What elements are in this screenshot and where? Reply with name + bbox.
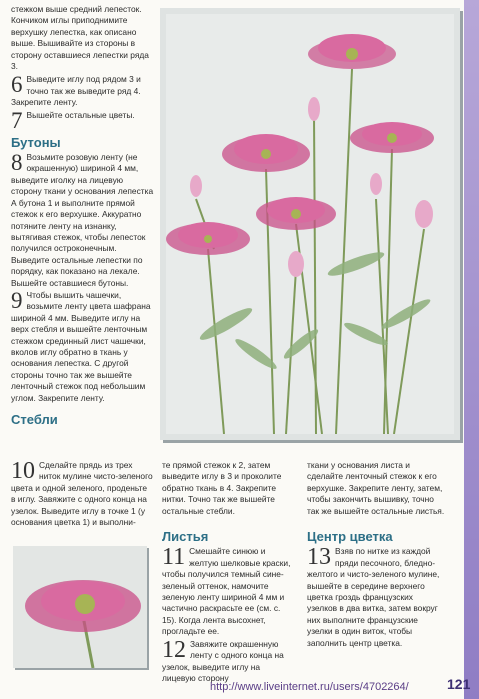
heading-flower-center: Центр цветка bbox=[307, 529, 393, 545]
heading-leaves: Листья bbox=[162, 529, 209, 545]
step-text: Взяв по нитке из каждой пряди песочного, бледно-желтого и чисто-зеленого мулине, вышейте в середине верхнего цветка гроздь французских узелков в два витка, затем вокруг них выполните французские узелки в один виток, чтобы заполнить центр цветка. bbox=[307, 546, 440, 648]
source-url[interactable]: http://www.liveinternet.ru/users/4702264/ bbox=[210, 681, 409, 693]
step-8 bbox=[11, 152, 156, 289]
page-number: 121 bbox=[447, 676, 471, 692]
cornflower-embroidery-illustration bbox=[166, 14, 454, 434]
step-13 bbox=[307, 546, 445, 649]
text-column-middle bbox=[162, 460, 296, 685]
step-number: 9 bbox=[11, 289, 23, 313]
stems-continuation: те прямой стежок к 2, затем выведите иглу в 3 и проколите обратно ткань в 4. Закрепите нитки. Точно так же вышейте остальные стебли. bbox=[162, 460, 282, 516]
text-column-right bbox=[307, 460, 445, 650]
step-7 bbox=[11, 110, 156, 131]
step-number: 7 bbox=[11, 109, 23, 131]
step-9 bbox=[11, 290, 156, 404]
step-12 bbox=[162, 639, 296, 685]
step-number: 10 bbox=[11, 458, 35, 484]
step-number: 12 bbox=[162, 638, 186, 663]
page-edge-band bbox=[464, 0, 479, 699]
text-column-left bbox=[11, 4, 156, 429]
heading-stems: Стебли bbox=[11, 412, 58, 427]
heading-buds: Бутоны bbox=[11, 134, 61, 150]
step-number: 13 bbox=[307, 546, 331, 571]
embroidery-photo bbox=[160, 8, 460, 440]
step-text: Выведите иглу под рядом 3 и точно так же выведите ряд 4. Закрепите ленту. bbox=[11, 74, 141, 108]
step-10 bbox=[11, 460, 153, 528]
step-text: Сделайте прядь из трех ниток мулине чисто-зеленого цвета и одной зеленого, проденьте в иглу. Завяжите с одного конца на узелок. Выведите иглу в точке 1 (у основания цветка 1) и выполни- bbox=[11, 460, 153, 528]
intro-paragraph: стежком выше средний лепесток. Кончиком иглы приподнимите верхушку лепестка, как описано выше. Вышивайте из стороны в сторону оставшиеся лепестки ряда 3. bbox=[11, 4, 149, 72]
flower-closeup-photo bbox=[13, 546, 147, 668]
step-text: Вышейте остальные цветы. bbox=[26, 109, 135, 120]
leaves-continuation: ткани у основания листа и сделайте ленточный стежок к его верхушке. Закрепите ленту, затем, чтобы закончить вышивку, точно так же вышейте остальные листья. bbox=[307, 460, 445, 516]
step-text: Завяжите окрашенную ленту с одного конца на узелок, выведите иглу на лицевую сторону bbox=[162, 638, 284, 683]
step-text: Возьмите розовую ленту (не окрашенную) шириной 4 мм, выведите иголку на лицевую сторону ткани у основания лепестка А бутона 1 и выполните прямой стежок к его верхушке. Аккуратно потяните ленту на изнанку, вытягивая стежок, чтобы лепесток получился остроконечным. Выведите остальные лепестки по порядку, как показано на лекале. Вышейте оставшиеся бутоны. bbox=[11, 152, 154, 288]
step-number: 11 bbox=[162, 546, 186, 571]
cornflower-closeup-illustration bbox=[13, 546, 147, 668]
step-number: 6 bbox=[11, 74, 23, 98]
step-number: 8 bbox=[11, 152, 23, 176]
step-text: Смешайте синюю и желтую шелковые краски, чтобы получился темный сине-зеленый оттенок, намочите зеленую ленту шириной 4 мм и частично раскрасьте ее (см. с. 15). Когда лента высохнет, прогладьте ее. bbox=[162, 546, 291, 637]
step-text: Чтобы вышить чашечки, возьмите ленту цвета шафрана шириной 4 мм. Выведите иглу на верх стебля и вышейте ленточным стежком срединный лист чашечки, вколов иглу обратно в ткань у основания лепестка. С другой стороны точно так же вышейте ленточный стежок под небольшим углом. Закрепите ленту. bbox=[11, 289, 151, 403]
step-11 bbox=[162, 546, 296, 637]
step-6 bbox=[11, 74, 156, 108]
